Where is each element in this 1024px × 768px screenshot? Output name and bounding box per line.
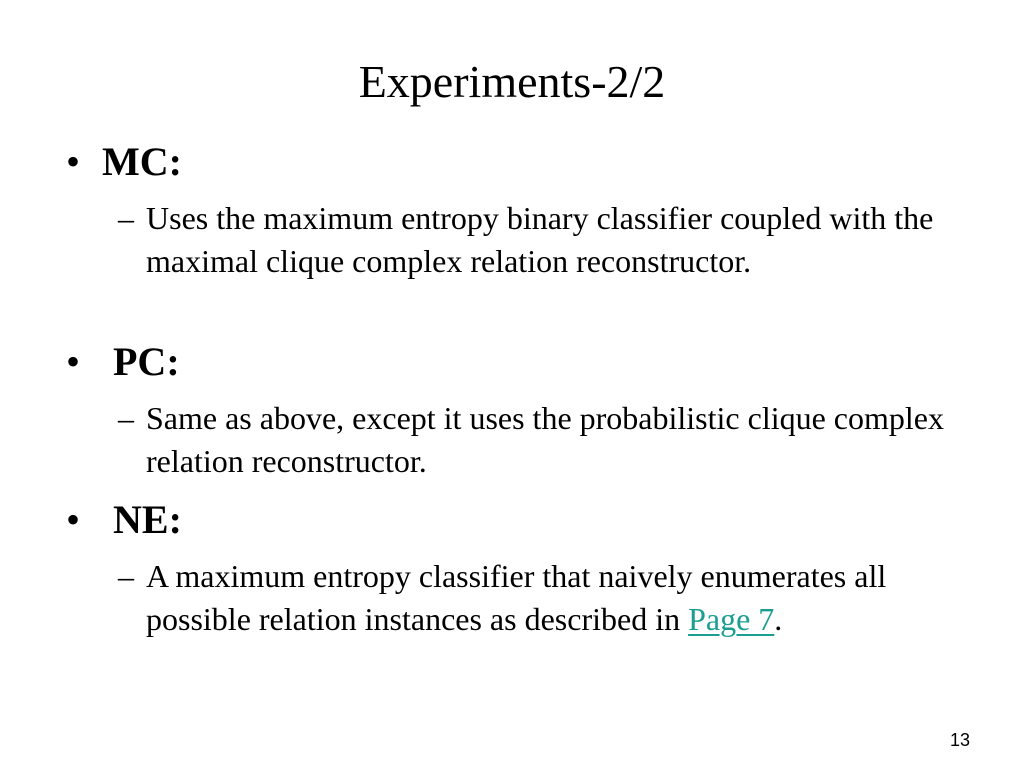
page-7-link[interactable]: Page 7 [688,601,775,637]
dash: – [118,200,134,236]
bullet-label-pc: PC: [113,339,180,384]
sub-item-pc [118,397,978,483]
dash: – [118,558,134,594]
sub-text-mc: Uses the maximum entropy binary classifier coupled with the maximal clique complex relation reconstructor. [146,200,934,279]
bullet-label-mc: MC: [102,139,182,184]
bullet-dot: • [66,497,81,542]
sub-text-pc: Same as above, except it uses the probabilistic clique complex relation reconstructor. [146,400,944,479]
sub-item-mc [118,197,978,283]
bullet-dot: • [66,339,81,384]
dash: – [118,400,134,436]
slide-title: Experiments-2/2 [358,56,666,107]
sub-item-ne [118,555,978,641]
bullet-dot: • [66,139,81,184]
bullet-label-ne: NE: [113,497,182,542]
sub-text-ne-end: . [774,601,783,637]
sub-text-ne: A maximum entropy classifier that naively enumerates all possible relation instances as described in [146,558,887,637]
page-number: 13 [949,730,970,750]
